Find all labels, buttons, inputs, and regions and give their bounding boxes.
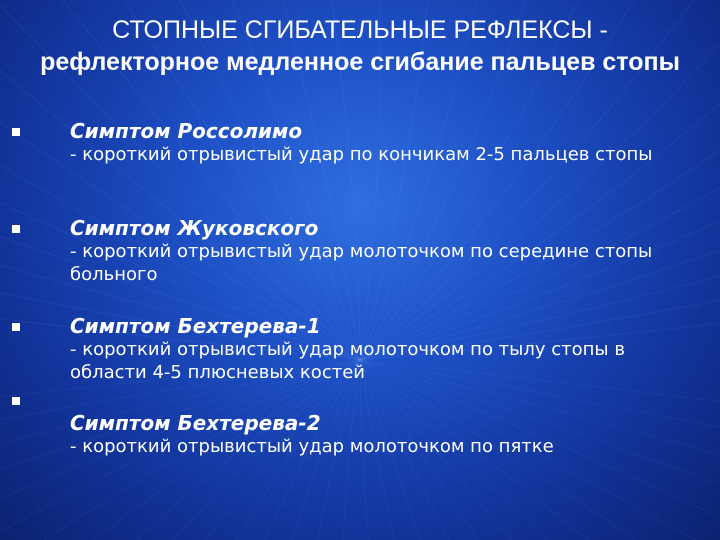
square-bullet-icon	[12, 397, 20, 405]
item-description: - короткий отрывистый удар молоточком по пятке	[70, 436, 554, 457]
title-line-1: СТОПНЫЕ СГИБАТЕЛЬНЫЕ РЕФЛЕКСЫ -	[112, 16, 608, 44]
item-title: Симптом Россолимо	[70, 119, 303, 143]
square-bullet-icon	[12, 225, 20, 233]
title-line-2: рефлекторное медленное сгибание пальцев стопы	[40, 48, 680, 76]
item-description: - короткий отрывистый удар молоточком по тылу стопы в области 4-5 плюсневых костей	[70, 339, 625, 383]
list-item-bekhterev-1	[70, 314, 700, 384]
item-title: Симптом Бехтерева-1	[70, 314, 321, 338]
slide-title	[20, 14, 700, 78]
item-title: Симптом Бехтерева-2	[70, 411, 321, 435]
item-description: - короткий отрывистый удар молоточком по середине стопы больного	[70, 241, 653, 285]
square-bullet-icon	[12, 128, 20, 136]
list-item-rossolimo	[70, 119, 700, 166]
list-item-bekhterev-2	[70, 411, 700, 458]
square-bullet-icon	[12, 323, 20, 331]
item-title: Симптом Жуковского	[70, 216, 319, 240]
list-item-zhukovsky	[70, 216, 700, 286]
item-description: - короткий отрывистый удар по кончикам 2-5 пальцев стопы	[70, 144, 653, 165]
